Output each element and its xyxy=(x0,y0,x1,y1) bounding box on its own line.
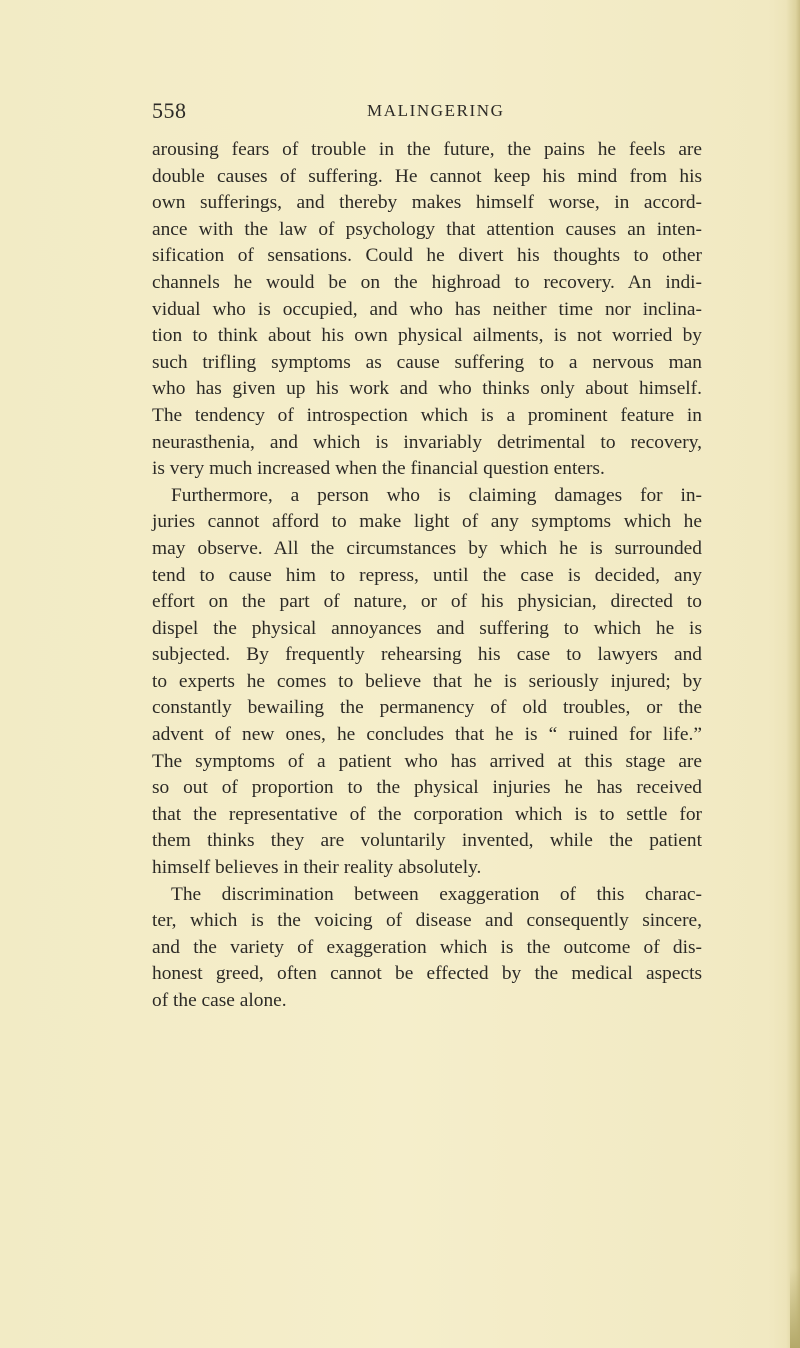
text-line: that the representative of the corporation which is to settle for xyxy=(152,803,702,825)
text-line: The tendency of introspection which is a prominent feature in xyxy=(152,404,702,426)
page-edge-shadow xyxy=(786,0,800,1348)
text-line: own sufferings, and thereby makes himself worse, in accord- xyxy=(152,192,702,214)
text-line: constantly bewailing the permanency of old troubles, or the xyxy=(152,697,702,719)
text-line: honest greed, often cannot be effected by the medical aspects xyxy=(152,963,702,985)
paragraph-end-line: himself believes in their reality absolutely. xyxy=(152,857,482,879)
text-line: arousing fears of trouble in the future, the pains he feels are xyxy=(152,139,702,160)
text-line: tend to cause him to repress, until the case is decided, any xyxy=(152,564,702,586)
text-line: subjected. By frequently rehearsing his case to lawyers and xyxy=(152,644,702,666)
text-line: dispel the physical annoyances and suffering to which he is xyxy=(152,617,702,639)
text-line: ance with the law of psychology that attention causes an inten- xyxy=(152,218,702,240)
text-line: and the variety of exaggeration which is the outcome of dis- xyxy=(152,936,702,958)
text-line: them thinks they are voluntarily invented, while the patient xyxy=(152,830,702,852)
text-line: neurasthenia, and which is invariably detrimental to recovery, xyxy=(152,431,702,453)
text-line: sification of sensations. Could he divert his thoughts to other xyxy=(152,245,702,267)
running-title: MALINGERING xyxy=(367,101,505,120)
page-number: 558 xyxy=(152,98,187,123)
paragraph-end-line: is very much increased when the financial question enters. xyxy=(152,458,605,480)
text-line: such trifling symptoms as cause suffering to a nervous man xyxy=(152,351,702,373)
paragraph-start-line: The discrimination between exaggeration of this charac- xyxy=(171,883,702,905)
text-line: may observe. All the circumstances by which he is surrounded xyxy=(152,537,702,559)
text-line: who has given up his work and who thinks only about himself. xyxy=(152,378,702,400)
page-header xyxy=(0,98,800,128)
text-line: The symptoms of a patient who has arrived at this stage are xyxy=(152,750,702,772)
body-text xyxy=(152,137,702,1015)
text-line: ter, which is the voicing of disease and consequently sincere, xyxy=(152,910,702,932)
text-line: advent of new ones, he concludes that he is “ ruined for life.” xyxy=(152,724,702,746)
paragraph-start-line: Furthermore, a person who is claiming damages for in- xyxy=(171,484,702,506)
text-line: tion to think about his own physical ailments, is not worried by xyxy=(152,325,702,347)
text-line: effort on the part of nature, or of his physician, directed to xyxy=(152,591,702,613)
text-line: double causes of suffering. He cannot keep his mind from his xyxy=(152,165,702,187)
text-line: so out of proportion to the physical injuries he has received xyxy=(152,777,702,799)
text-line: juries cannot afford to make light of any symptoms which he xyxy=(152,511,702,533)
text-line: vidual who is occupied, and who has neither time nor inclina- xyxy=(152,298,702,320)
paragraph-end-line: of the case alone. xyxy=(152,990,287,1011)
text-line: channels he would be on the highroad to recovery. An indi- xyxy=(152,271,702,293)
text-line: to experts he comes to believe that he is seriously injured; by xyxy=(152,670,702,692)
